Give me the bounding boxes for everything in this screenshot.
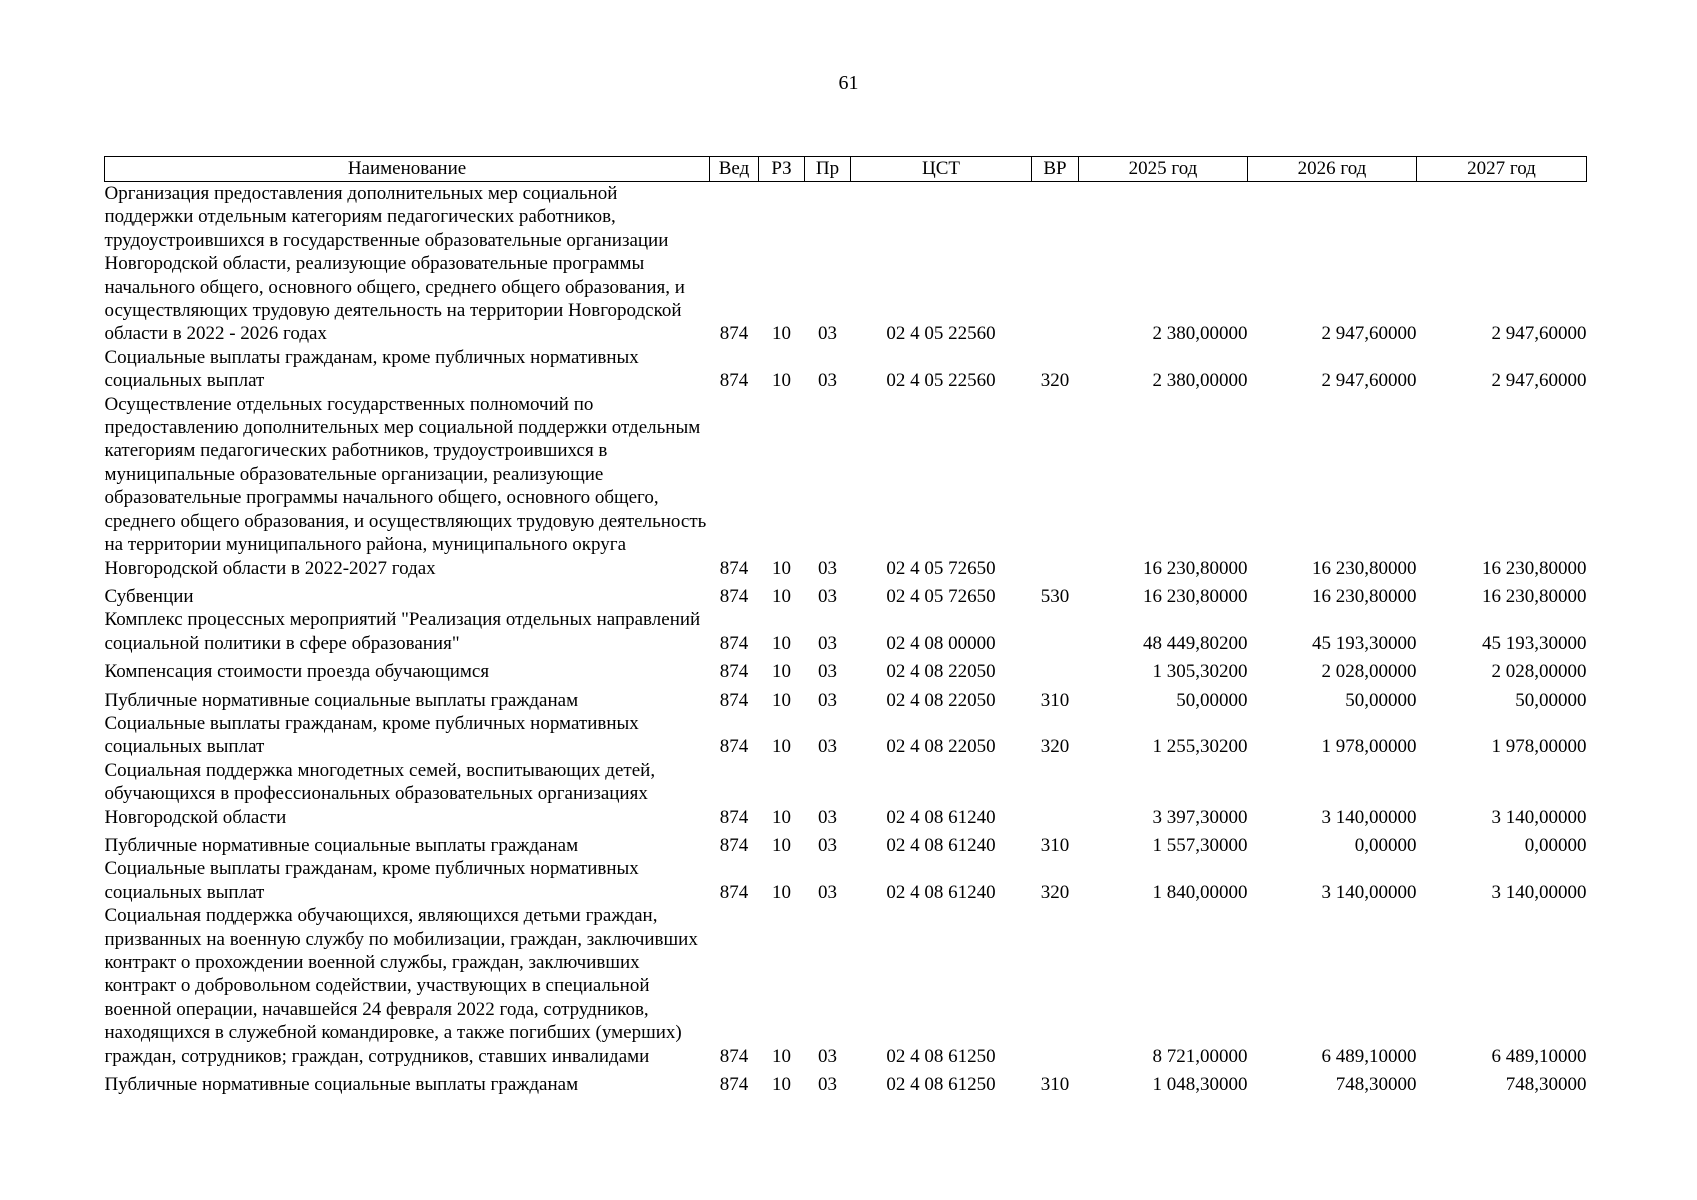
row-2025: 16 230,80000 (1143, 557, 1248, 579)
row-cst: 02 4 08 22050 (886, 736, 996, 758)
row-2026: 0,00000 (1354, 834, 1417, 856)
row-2026: 45 193,30000 (1312, 632, 1417, 654)
table-row (105, 346, 1587, 393)
row-name: Организация предоставления дополнительных мер социальной поддержки отдельным категориям педагогических работников, трудоустроившихся в государственные образовательные организации Новгородской области, реализующие образовательные программы начального общего, основного общего, среднего общего образования, и осуществляющих трудовую деятельность на территории Новгородской области в 2022 - 2026 годах (104, 183, 685, 345)
row-ved: 874 (719, 370, 749, 392)
header-pr: Пр (805, 157, 851, 182)
row-rz: 10 (772, 323, 791, 345)
row-cst: 02 4 08 61250 (886, 1074, 996, 1096)
row-name: Социальные выплаты гражданам, кроме публичных нормативных социальных выплат (104, 858, 639, 903)
row-2027: 3 140,00000 (1491, 881, 1587, 903)
row-rz: 10 (772, 881, 791, 903)
row-cst: 02 4 05 72650 (886, 557, 996, 579)
row-vr: 320 (1040, 736, 1070, 758)
row-2026: 1 978,00000 (1321, 736, 1417, 758)
row-2027: 45 193,30000 (1482, 632, 1587, 654)
row-vr (1032, 393, 1079, 580)
row-2025: 2 380,00000 (1152, 370, 1248, 392)
row-rz: 10 (772, 1045, 791, 1067)
row-ved: 874 (719, 881, 749, 903)
header-vr: ВР (1032, 157, 1079, 182)
row-vr (1032, 608, 1079, 655)
row-vr (1032, 904, 1079, 1068)
row-rz: 10 (772, 806, 791, 828)
row-2026: 2 028,00000 (1321, 661, 1417, 683)
row-2025: 16 230,80000 (1143, 585, 1248, 607)
row-cst: 02 4 05 22560 (886, 323, 996, 345)
row-2027: 3 140,00000 (1491, 806, 1587, 828)
row-vr: 320 (1040, 881, 1070, 903)
row-rz: 10 (772, 661, 791, 683)
row-name: Субвенции (104, 585, 194, 607)
table-row (105, 684, 1587, 712)
row-pr: 03 (818, 632, 837, 654)
row-rz: 10 (772, 736, 791, 758)
row-2026: 2 947,60000 (1321, 323, 1417, 345)
row-vr: 310 (1040, 834, 1070, 856)
row-2026: 3 140,00000 (1321, 806, 1417, 828)
row-rz: 10 (772, 834, 791, 856)
row-pr: 03 (818, 585, 837, 607)
row-2027: 16 230,80000 (1482, 557, 1587, 579)
header-2027: 2027 год (1417, 157, 1587, 182)
row-ved: 874 (719, 661, 749, 683)
row-cst: 02 4 05 22560 (886, 370, 996, 392)
row-2026: 2 947,60000 (1321, 370, 1417, 392)
row-2026: 16 230,80000 (1312, 557, 1417, 579)
row-vr: 310 (1040, 689, 1070, 711)
row-ved: 874 (719, 1074, 749, 1096)
table-row (105, 580, 1587, 608)
row-vr: 320 (1040, 370, 1070, 392)
row-name: Социальные выплаты гражданам, кроме публичных нормативных социальных выплат (104, 712, 639, 758)
row-name: Социальная поддержка многодетных семей, воспитывающих детей, обучающихся в профессиональных образовательных организациях Новгородской области (104, 759, 656, 828)
table-row (105, 182, 1587, 346)
row-vr (1032, 182, 1079, 346)
row-2025: 3 397,30000 (1152, 806, 1248, 828)
row-ved: 874 (719, 323, 749, 345)
row-2025: 1 048,30000 (1152, 1074, 1248, 1096)
header-2025: 2025 год (1079, 157, 1248, 182)
row-ved: 874 (719, 632, 749, 654)
row-2027: 50,00000 (1515, 689, 1587, 711)
row-2027: 748,30000 (1505, 1074, 1587, 1096)
header-name: Наименование (105, 157, 710, 182)
row-2026: 50,00000 (1345, 689, 1417, 711)
row-ved: 874 (719, 736, 749, 758)
row-2025: 1 557,30000 (1152, 834, 1248, 856)
row-cst: 02 4 05 72650 (886, 585, 996, 607)
row-pr: 03 (818, 1074, 837, 1096)
row-name: Компенсация стоимости проезда обучающимся (104, 661, 490, 683)
row-rz: 10 (772, 1074, 791, 1096)
row-rz: 10 (772, 632, 791, 654)
row-vr: 310 (1040, 1074, 1070, 1096)
row-pr: 03 (818, 736, 837, 758)
row-cst: 02 4 08 61240 (886, 881, 996, 903)
row-rz: 10 (772, 557, 791, 579)
row-name: Осуществление отдельных государственных полномочий по предоставлению дополнительных мер социальной поддержки отдельным категориям педагогических работников, трудоустроившихся в муниципальные образовательные организации, реализующие образовательные программы начального общего, основного общего, среднего общего образования, и осуществляющих трудовую деятельность на территории муниципального района, муниципального округа Новгородской области в 2022-2027 годах (104, 393, 707, 579)
row-cst: 02 4 08 22050 (886, 661, 996, 683)
row-2026: 748,30000 (1335, 1074, 1417, 1096)
table-row (105, 608, 1587, 655)
budget-table (104, 156, 1587, 1096)
row-pr: 03 (818, 1045, 837, 1067)
row-2027: 16 230,80000 (1482, 585, 1587, 607)
row-2026: 6 489,10000 (1321, 1045, 1417, 1067)
page-number: 61 (838, 72, 859, 94)
row-ved: 874 (719, 806, 749, 828)
row-2025: 8 721,00000 (1152, 1045, 1248, 1067)
row-cst: 02 4 08 22050 (886, 689, 996, 711)
row-name: Публичные нормативные социальные выплаты гражданам (104, 689, 579, 711)
row-2026: 16 230,80000 (1312, 585, 1417, 607)
row-pr: 03 (818, 370, 837, 392)
table-row (105, 393, 1587, 580)
row-name: Комплекс процессных мероприятий "Реализация отдельных направлений социальной политики в сфере образования" (104, 609, 701, 654)
row-name: Публичные нормативные социальные выплаты гражданам (104, 834, 579, 856)
row-2025: 48 449,80200 (1143, 632, 1248, 654)
row-2027: 6 489,10000 (1491, 1045, 1587, 1067)
row-ved: 874 (719, 1045, 749, 1067)
row-pr: 03 (818, 834, 837, 856)
row-pr: 03 (818, 661, 837, 683)
row-2027: 2 947,60000 (1491, 323, 1587, 345)
header-rz: РЗ (759, 157, 805, 182)
row-2027: 0,00000 (1524, 834, 1587, 856)
row-2025: 1 305,30200 (1152, 661, 1248, 683)
row-ved: 874 (719, 834, 749, 856)
table-row (105, 904, 1587, 1068)
row-vr (1032, 759, 1079, 829)
row-2027: 2 947,60000 (1491, 370, 1587, 392)
row-ved: 874 (719, 689, 749, 711)
row-ved: 874 (719, 557, 749, 579)
table-row (105, 712, 1587, 759)
header-ved: Вед (710, 157, 759, 182)
row-cst: 02 4 08 61240 (886, 834, 996, 856)
row-cst: 02 4 08 00000 (886, 632, 996, 654)
table-row (105, 857, 1587, 904)
row-2027: 2 028,00000 (1491, 661, 1587, 683)
table-row (105, 759, 1587, 829)
table-header-row (105, 157, 1587, 182)
header-2026: 2026 год (1248, 157, 1417, 182)
row-name: Публичные нормативные социальные выплаты гражданам (104, 1074, 579, 1096)
row-rz: 10 (772, 585, 791, 607)
row-pr: 03 (818, 557, 837, 579)
row-pr: 03 (818, 323, 837, 345)
row-vr: 530 (1040, 585, 1070, 607)
row-cst: 02 4 08 61240 (886, 806, 996, 828)
row-rz: 10 (772, 689, 791, 711)
table-row (105, 829, 1587, 857)
row-vr (1032, 655, 1079, 683)
row-ved: 874 (719, 585, 749, 607)
row-cst: 02 4 08 61250 (886, 1045, 996, 1067)
row-2025: 1 840,00000 (1152, 881, 1248, 903)
row-name: Социальные выплаты гражданам, кроме публичных нормативных социальных выплат (104, 346, 639, 392)
table-row (105, 1068, 1587, 1096)
row-2025: 1 255,30200 (1152, 736, 1248, 758)
row-pr: 03 (818, 689, 837, 711)
header-cst: ЦСТ (851, 157, 1032, 182)
row-2026: 3 140,00000 (1321, 881, 1417, 903)
row-pr: 03 (818, 881, 837, 903)
row-2025: 50,00000 (1176, 689, 1248, 711)
row-2027: 1 978,00000 (1491, 736, 1587, 758)
row-2025: 2 380,00000 (1152, 323, 1248, 345)
table-row (105, 655, 1587, 683)
row-pr: 03 (818, 806, 837, 828)
row-rz: 10 (772, 370, 791, 392)
row-name: Социальная поддержка обучающихся, являющихся детьми граждан, призванных на военную службу по мобилизации, граждан, заключивших контракт о прохождении военной службы, граждан, заключивших контракт о добровольном содействии, участвующих в специальной военной операции, начавшейся 24 февраля 2022 года, сотрудников, находящихся в служебной командировке, а также погибших (умерших) граждан, сотрудников; граждан, сотрудников, ставших инвалидами (104, 905, 698, 1067)
